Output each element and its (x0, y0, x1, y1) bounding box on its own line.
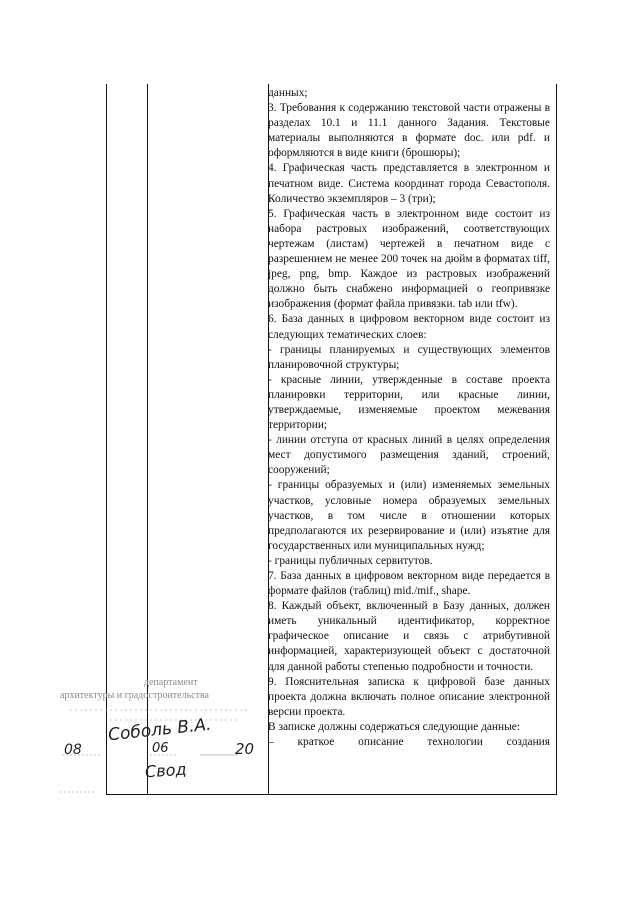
paragraph: 7. База данных в цифровом векторном виде передается в формате файлов (таблиц) mid./mif., shape. (268, 570, 550, 598)
paragraph: - границы образуемых и (или) изменяемых земельных участков, условные номера образуемых земельных участков, в том числе в отношении которых предполагаются их резервирование и (или) изъятие для государственных или муниципальных нужд; (268, 479, 550, 552)
paragraph: - границы публичных сервитутов. (268, 554, 433, 567)
stamp-line: архитектуры и градостроительства (60, 690, 209, 701)
paragraph: - красные линии, утвержденные в составе проекта планировки территории, или красные линии, утверждаемые, изменяемые проектом межевания территории; (268, 373, 550, 432)
handwritten-signature: Свод (144, 759, 188, 782)
handwritten-name: Соболь В.А. (107, 714, 213, 746)
handwritten-day: 08 (64, 742, 82, 758)
paragraph: 8. Каждый объект, включенный в Базу данных, должен иметь уникальный идентификатор, корректное графическое описание и связь с атрибутивной информацией, характеризующей объект с достаточной для данной работы степенью подробности и точности. (268, 600, 550, 673)
paragraph: - границы планируемых и существующих элементов планировочной структуры; (268, 343, 550, 371)
stamp-line: департамент (144, 677, 198, 688)
handwritten-month: 06 (152, 741, 169, 756)
paragraph: - линии отступа от красных линий в целях определения мест допустимого размещения зданий, строений, сооружений; (268, 434, 550, 477)
requirements-text-cell (268, 86, 550, 750)
paragraph: – краткое описание технологии создания (268, 736, 550, 749)
paragraph: данных; (268, 87, 308, 99)
paragraph: 9. Пояснительная записка к цифровой базе данных проекта должна включать полное описание электронной версии проекта. (268, 675, 550, 718)
paragraph: В записке должны содержаться следующие данные: (268, 720, 520, 733)
paragraph: 3. Требования к содержанию текстовой части отражены в разделах 10.1 и 11.1 данного Задания. Текстовые материалы выполняются в формате doc. или pdf. и оформляются в виде книги (брошюры); (268, 102, 550, 160)
handwritten-year: 20 (235, 740, 255, 758)
paragraph: 6. База данных в цифровом векторном виде состоит из следующих тематических слоев: (268, 313, 550, 341)
paragraph: 4. Графическая часть представляется в электронном и печатном виде. Система координат города Севастополя. Количество экземпляров – 3 (три); (268, 162, 550, 205)
paragraph: 5. Графическая часть в электронном виде состоит из набора растровых изображений, соответствующих чертежам (листам) чертежей в печатном виде с разрешением не менее 200 точек на дюйм в форматах tiff, jpeg, png, bmp. Каждое из растровых изображений должно быть снабжено информацией о геопривязке изображения (формат файла привязки. tab или tfw). (268, 207, 550, 311)
